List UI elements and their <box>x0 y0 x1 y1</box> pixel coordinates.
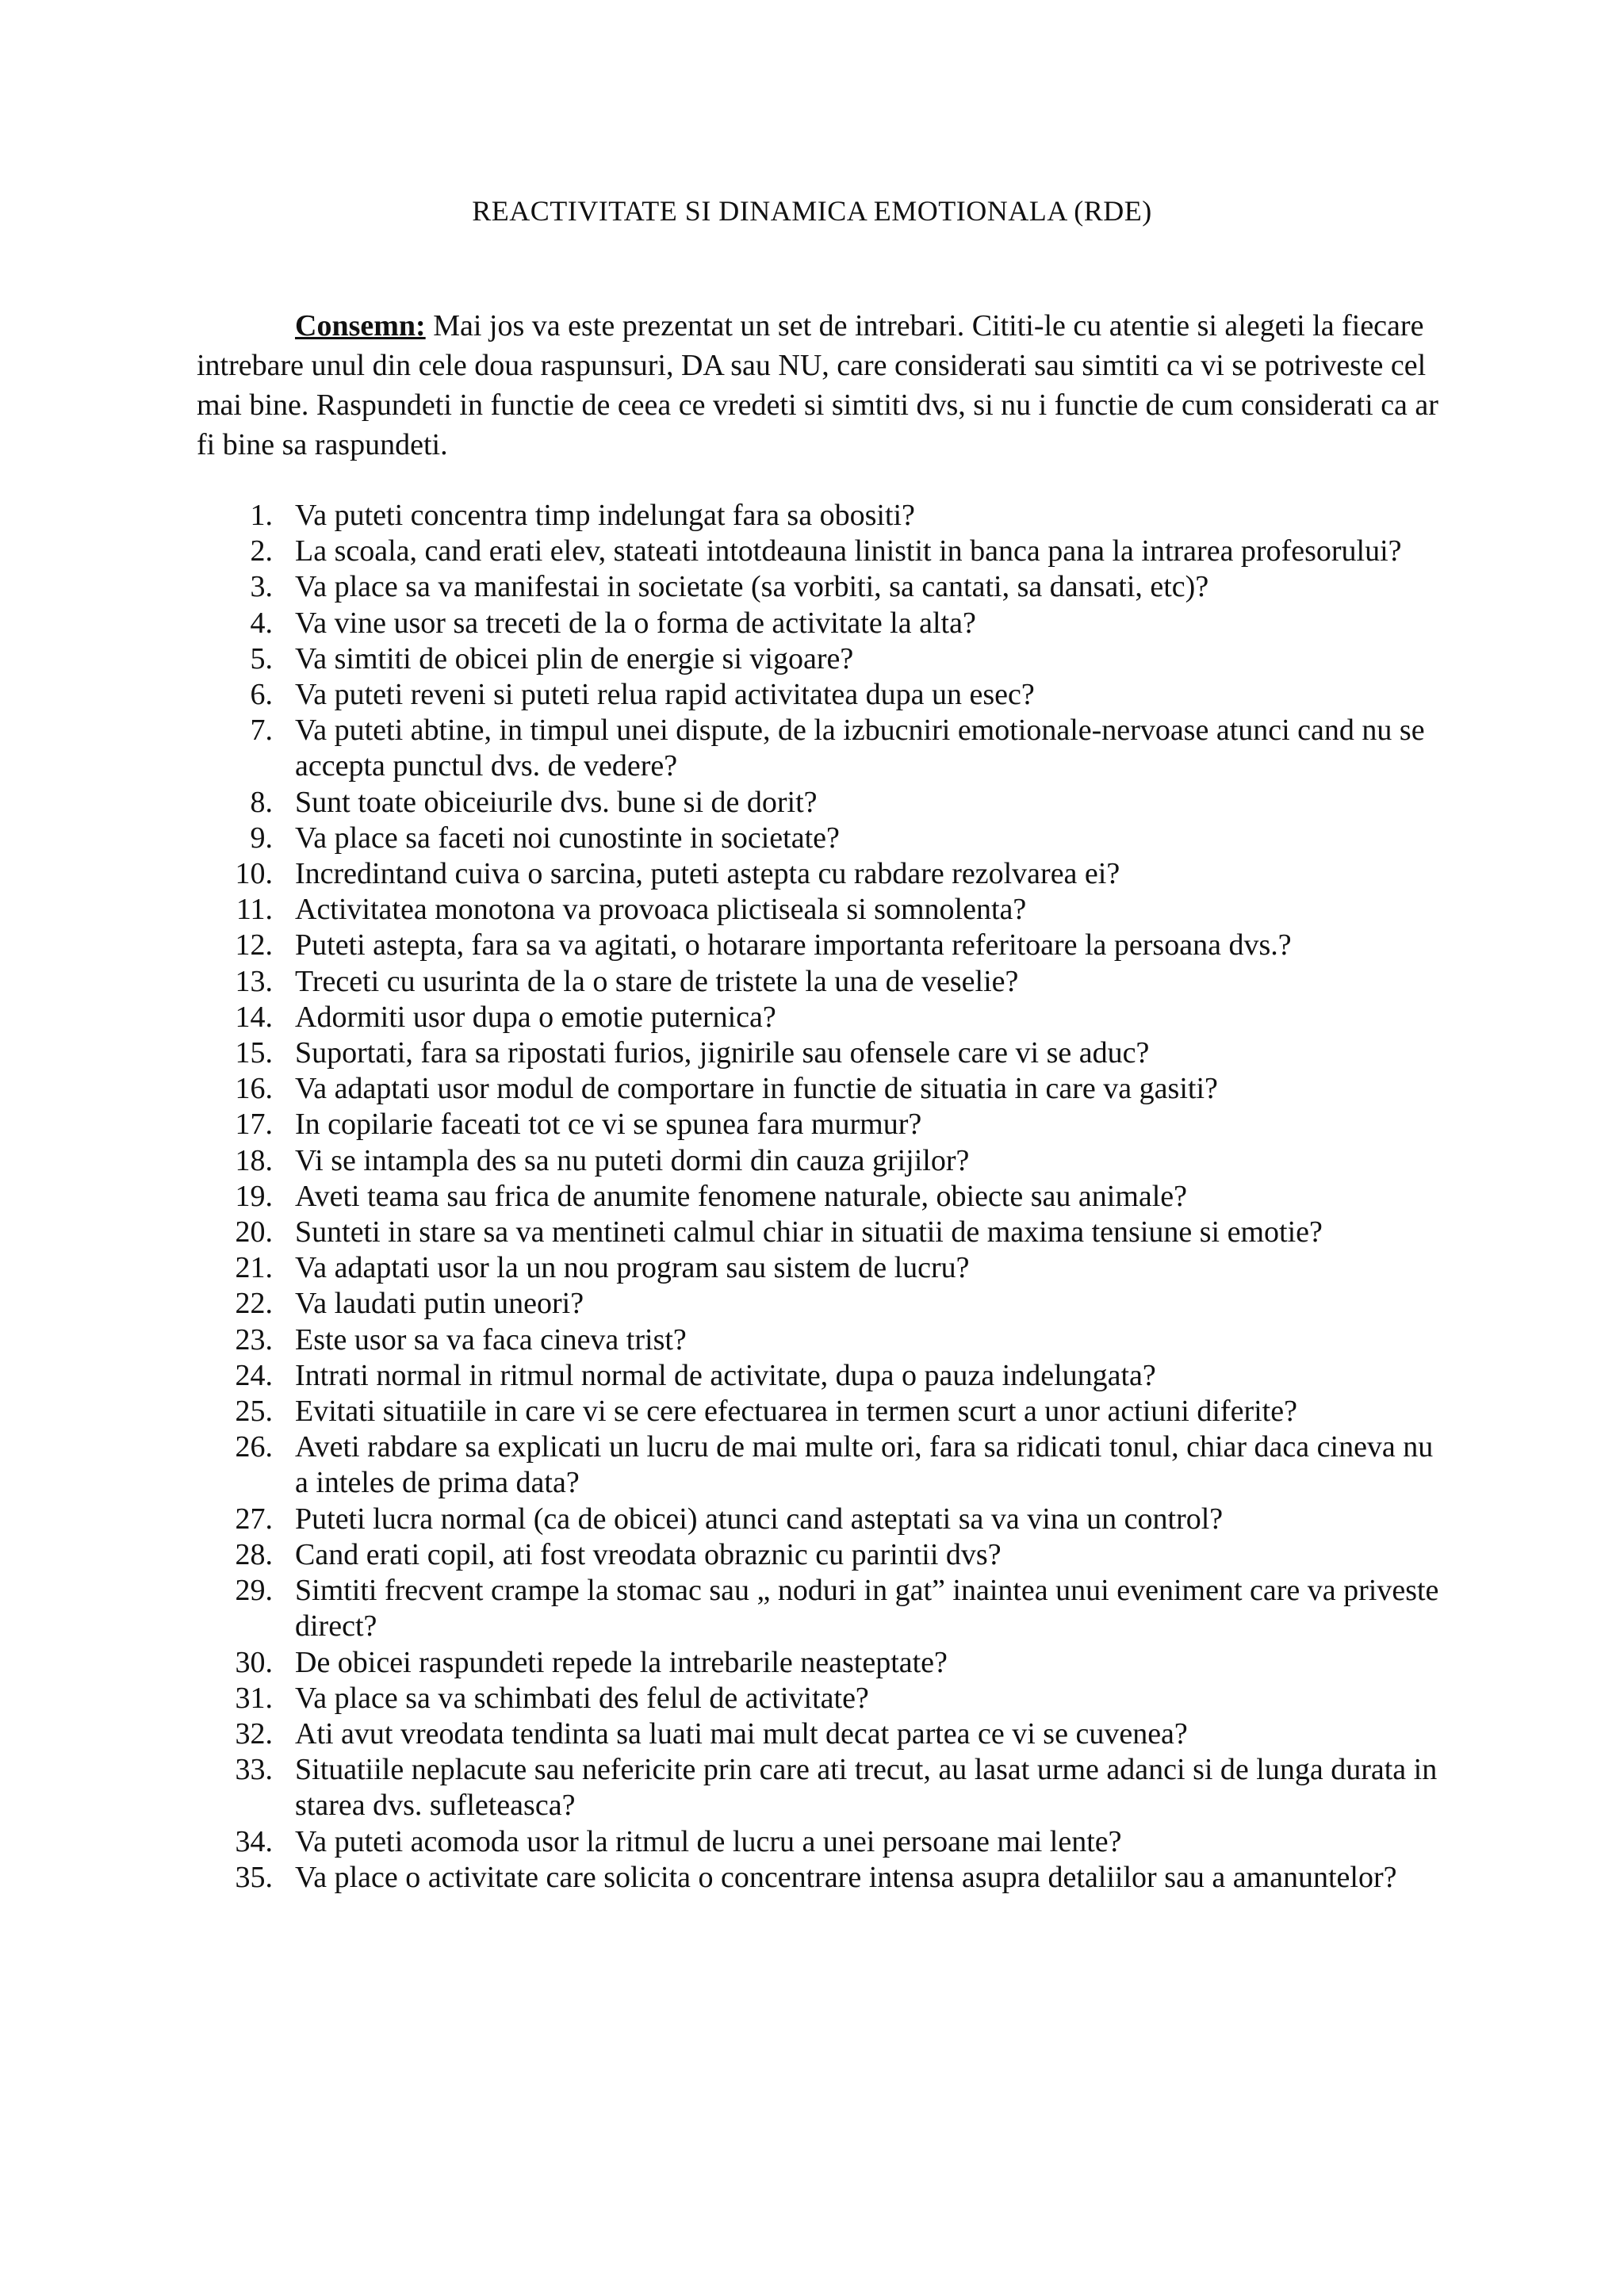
question-number: 17. <box>235 1108 273 1142</box>
question-number: 13. <box>235 964 273 998</box>
question-number: 5. <box>250 641 273 675</box>
question-text: Simtiti frecvent crampe la stomac sau „ noduri in gat” inaintea unui eveniment care va priveste direct? <box>295 1574 1439 1644</box>
question-number: 23. <box>235 1322 273 1357</box>
question-item <box>197 1035 1443 1071</box>
instructions-text: Mai jos va este prezentat un set de intrebari. Cititi-le cu atentie si alegeti la fiecare intrebare unul din cele doua raspunsuri, DA sau NU, care considerati sau simtiti ca vi se potriveste cel mai bine. Raspundeti in functie de ceea ce vredeti si simtiti dvs, si nu i functie de cum considerati ca ar fi bine sa raspundeti. <box>197 309 1438 461</box>
question-text: Va place sa va manifestai in societate (sa vorbiti, sa cantati, sa dansati, etc)? <box>295 570 1209 604</box>
question-number: 25. <box>235 1395 273 1429</box>
question-number: 7. <box>250 714 273 748</box>
question-text: Va puteti concentra timp indelungat fara sa obositi? <box>295 499 915 532</box>
question-number: 14. <box>235 1000 273 1034</box>
question-number: 9. <box>250 821 273 855</box>
question-text: Evitati situatiile in care vi se cere efectuarea in termen scurt a unor actiuni diferite? <box>295 1395 1297 1429</box>
question-item <box>197 641 1443 677</box>
question-item <box>197 1537 1443 1573</box>
question-text: Va adaptati usor la un nou program sau sistem de lucru? <box>295 1251 970 1285</box>
question-text: Puteti lucra normal (ca de obicei) atunci cand asteptati sa va vina un control? <box>295 1502 1224 1536</box>
question-item <box>197 964 1443 1000</box>
instructions-paragraph <box>197 306 1443 465</box>
question-number: 31. <box>235 1681 273 1715</box>
question-number: 4. <box>250 606 273 640</box>
question-item <box>197 1179 1443 1215</box>
question-number: 32. <box>235 1716 273 1751</box>
question-text: Va place sa faceti noi cunostinte in societate? <box>295 821 840 855</box>
question-item <box>197 1716 1443 1752</box>
question-item <box>197 1215 1443 1250</box>
question-number: 3. <box>250 570 273 604</box>
question-number: 34. <box>235 1824 273 1858</box>
question-text: Vi se intampla des sa nu puteti dormi din cauza grijilor? <box>295 1143 970 1177</box>
question-text: Intrati normal in ritmul normal de activitate, dupa o pauza indelungata? <box>295 1358 1156 1392</box>
question-number: 16. <box>235 1072 273 1106</box>
question-number: 8. <box>250 785 273 819</box>
question-item <box>197 1286 1443 1322</box>
question-number: 26. <box>235 1430 273 1464</box>
question-number: 15. <box>235 1036 273 1070</box>
question-text: Cand erati copil, ati fost vreodata obraznic cu parintii dvs? <box>295 1537 1002 1571</box>
question-text: Aveti rabdare sa explicati un lucru de mai multe ori, fara sa ridicati tonul, chiar daca cineva nu a inteles de prima data? <box>295 1430 1434 1500</box>
question-number: 24. <box>235 1358 273 1392</box>
question-item <box>197 856 1443 892</box>
question-item <box>197 1394 1443 1429</box>
question-number: 19. <box>235 1179 273 1213</box>
question-item <box>197 713 1443 784</box>
question-item <box>197 785 1443 821</box>
questions-list <box>197 498 1443 1896</box>
question-text: De obicei raspundeti repede la intrebarile neasteptate? <box>295 1645 948 1679</box>
question-item <box>197 1573 1443 1644</box>
question-item <box>197 1860 1443 1896</box>
question-text: Ati avut vreodata tendinta sa luati mai mult decat partea ce vi se cuvenea? <box>295 1716 1188 1751</box>
question-text: Adormiti usor dupa o emotie puternica? <box>295 1000 776 1034</box>
question-number: 29. <box>235 1574 273 1608</box>
question-number: 22. <box>235 1287 273 1321</box>
question-item <box>197 892 1443 928</box>
question-item <box>197 928 1443 963</box>
question-item <box>197 1752 1443 1823</box>
question-item <box>197 1250 1443 1286</box>
question-number: 27. <box>235 1502 273 1536</box>
question-number: 12. <box>235 928 273 962</box>
question-text: Sunt toate obiceiurile dvs. bune si de dorit? <box>295 785 818 819</box>
question-text: Va place o activitate care solicita o concentrare intensa asupra detaliilor sau a amanuntelor? <box>295 1860 1397 1894</box>
question-item <box>197 1429 1443 1501</box>
question-text: Puteti astepta, fara sa va agitati, o hotarare importanta referitoare la persoana dvs.? <box>295 928 1292 962</box>
question-item <box>197 1322 1443 1358</box>
document-title: REACTIVITATE SI DINAMICA EMOTIONALA (RDE) <box>472 195 1152 227</box>
question-item <box>197 1824 1443 1860</box>
question-item <box>197 1000 1443 1035</box>
question-text: Va vine usor sa treceti de la o forma de activitate la alta? <box>295 606 976 640</box>
question-text: Situatiile neplacute sau nefericite prin care ati trecut, au lasat urme adanci si de lunga durata in starea dvs. sufleteasca? <box>295 1753 1438 1823</box>
question-item <box>197 677 1443 713</box>
question-number: 18. <box>235 1143 273 1177</box>
question-text: Aveti teama sau frica de anumite fenomene naturale, obiecte sau animale? <box>295 1179 1188 1213</box>
question-item <box>197 569 1443 605</box>
question-item <box>197 821 1443 856</box>
question-text: Va puteti reveni si puteti relua rapid activitatea dupa un esec? <box>295 678 1035 712</box>
question-number: 1. <box>250 499 273 532</box>
question-text: Activitatea monotona va provoaca plictiseala si somnolenta? <box>295 893 1027 927</box>
question-number: 35. <box>235 1860 273 1894</box>
question-text: La scoala, cand erati elev, stateati intotdeauna linistit in banca pana la intrarea profesorului? <box>295 534 1402 568</box>
question-text: Va simtiti de obicei plin de energie si vigoare? <box>295 641 854 675</box>
question-number: 20. <box>235 1215 273 1249</box>
question-number: 21. <box>235 1251 273 1285</box>
question-item <box>197 1107 1443 1142</box>
question-number: 30. <box>235 1645 273 1679</box>
question-text: Incredintand cuiva o sarcina, puteti astepta cu rabdare rezolvarea ei? <box>295 857 1120 891</box>
question-item <box>197 498 1443 534</box>
question-text: Treceti cu usurinta de la o stare de tristete la una de veselie? <box>295 964 1019 998</box>
question-number: 10. <box>235 857 273 891</box>
question-item <box>197 1681 1443 1716</box>
question-item <box>197 1071 1443 1107</box>
question-text: Va puteti acomoda usor la ritmul de lucru a unei persoane mai lente? <box>295 1824 1122 1858</box>
question-number: 28. <box>235 1537 273 1571</box>
question-item <box>197 1143 1443 1179</box>
question-item <box>197 606 1443 641</box>
question-item <box>197 534 1443 569</box>
question-number: 11. <box>236 893 273 927</box>
question-text: Va laudati putin uneori? <box>295 1287 584 1321</box>
question-item <box>197 1358 1443 1394</box>
question-item <box>197 1645 1443 1681</box>
question-number: 6. <box>250 678 273 712</box>
question-item <box>197 1502 1443 1537</box>
question-text: Suportati, fara sa ripostati furios, jignirile sau ofensele care vi se aduc? <box>295 1036 1150 1070</box>
question-number: 2. <box>250 534 273 568</box>
question-text: Va adaptati usor modul de comportare in functie de situatia in care va gasiti? <box>295 1072 1218 1106</box>
question-text: Va place sa va schimbati des felul de activitate? <box>295 1681 869 1715</box>
question-number: 33. <box>235 1753 273 1787</box>
instructions-label: Consemn: <box>295 309 426 342</box>
question-text: In copilarie faceati tot ce vi se spunea fara murmur? <box>295 1108 922 1142</box>
question-text: Va puteti abtine, in timpul unei dispute, de la izbucniri emotionale-nervoase atunci cand nu se accepta punctul dvs. de vedere? <box>295 714 1425 783</box>
question-text: Sunteti in stare sa va mentineti calmul chiar in situatii de maxima tensiune si emotie? <box>295 1215 1323 1249</box>
question-text: Este usor sa va faca cineva trist? <box>295 1322 687 1357</box>
